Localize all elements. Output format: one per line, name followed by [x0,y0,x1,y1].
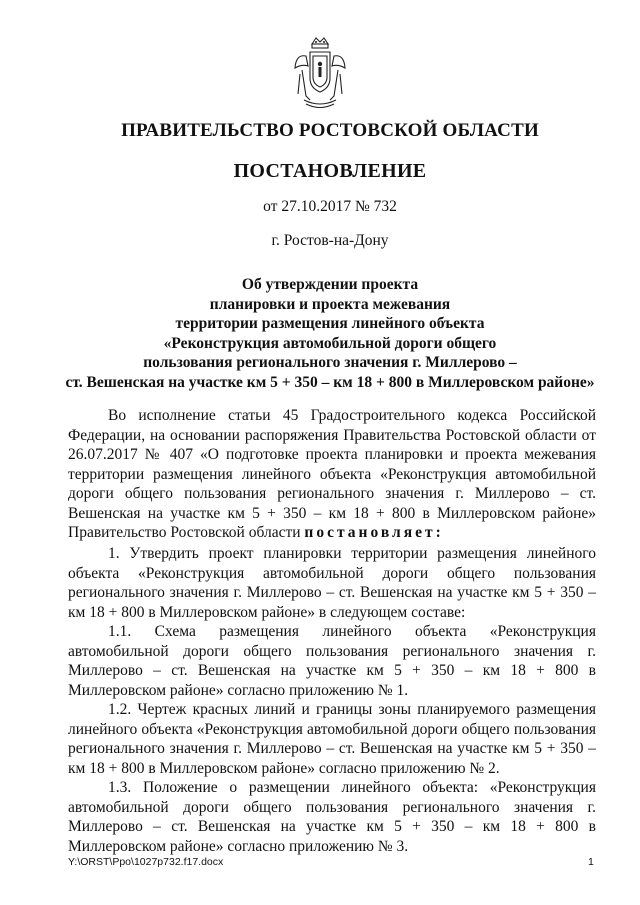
title-line: ст. Вешенская на участке км 5 + 350 – км 18 + 800 в Миллеровском районе» [65,373,595,391]
resolution-item: 1.3. Положение о размещении линейного объекта: «Реконструкция автомобильной дороги общего пользования регионального значения г. Миллерово – ст. Вешенская на участке км 5 + 350 – км 18 + 800 в Миллеровском районе» согласно приложению № 3. [68,779,596,855]
title-line: Об утверждении проекта [241,276,419,293]
title-line: планировки и проекта межевания [209,295,451,313]
date-number: от 27.10.2017 № 732 [263,198,397,215]
coat-of-arms-emblem [292,34,348,112]
footer-page-number: 1 [588,856,594,868]
document-title [40,275,620,392]
resolution-item: 1.2. Чертеж красных линий и границы зоны планируемого размещения линейного объекта «Реконструкция автомобильной дороги общего пользования регионального значения г. Миллерово – ст. Вешенская на участке км 5 + 350 – км 18 + 800 в Миллеровском районе» согласно приложению № 2. [68,701,596,777]
resolution-items [68,544,596,856]
city: г. Ростов-на-Дону [271,232,389,249]
title-line: пользования регионального значения г. Миллерово – [143,354,517,371]
organization-title: ПРАВИТЕЛЬСТВО РОСТОВСКОЙ ОБЛАСТИ [121,120,539,141]
footer-file-path: Y:\ORST\Ppo\1027p732.f17.docx [68,856,224,868]
document-type: ПОСТАНОВЛЕНИЕ [233,160,427,182]
preamble-text: Во исполнение статьи 45 Градостроительного кодекса Российской Федерации, на основании распоряжения Правительства Ростовской области от 26.07.2017 № 407 «О подготовке проекта планировки и проекта межевания территории размещения линейного объекта «Реконструкция автомобильной дороги общего пользования регионального значения г. Миллерово – ст. Вешенская на участке км 5 + 350 – км 18 + 800 в Миллеровском районе» Правительство Ростовской области [68,407,596,541]
title-line: «Реконструкция автомобильной дороги общего [163,334,497,352]
resolves-word: постановляет: [304,524,444,541]
preamble-paragraph [68,406,596,543]
title-line: территории размещения линейного объекта [175,315,485,332]
resolution-item: 1. Утвердить проект планировки территории размещения линейного объекта «Реконструкция автомобильной дороги общего пользования регионального значения г. Миллерово – ст. Вешенская на участке км 5 + 350 – км 18 + 800 в Миллеровском районе» в следующем составе: [68,545,596,621]
resolution-item: 1.1. Схема размещения линейного объекта «Реконструкция автомобильной дороги общего пользования регионального значения г. Миллерово – ст. Вешенская на участке км 5 + 350 – км 18 + 800 в Миллеровском районе» согласно приложению № 1. [68,623,596,699]
